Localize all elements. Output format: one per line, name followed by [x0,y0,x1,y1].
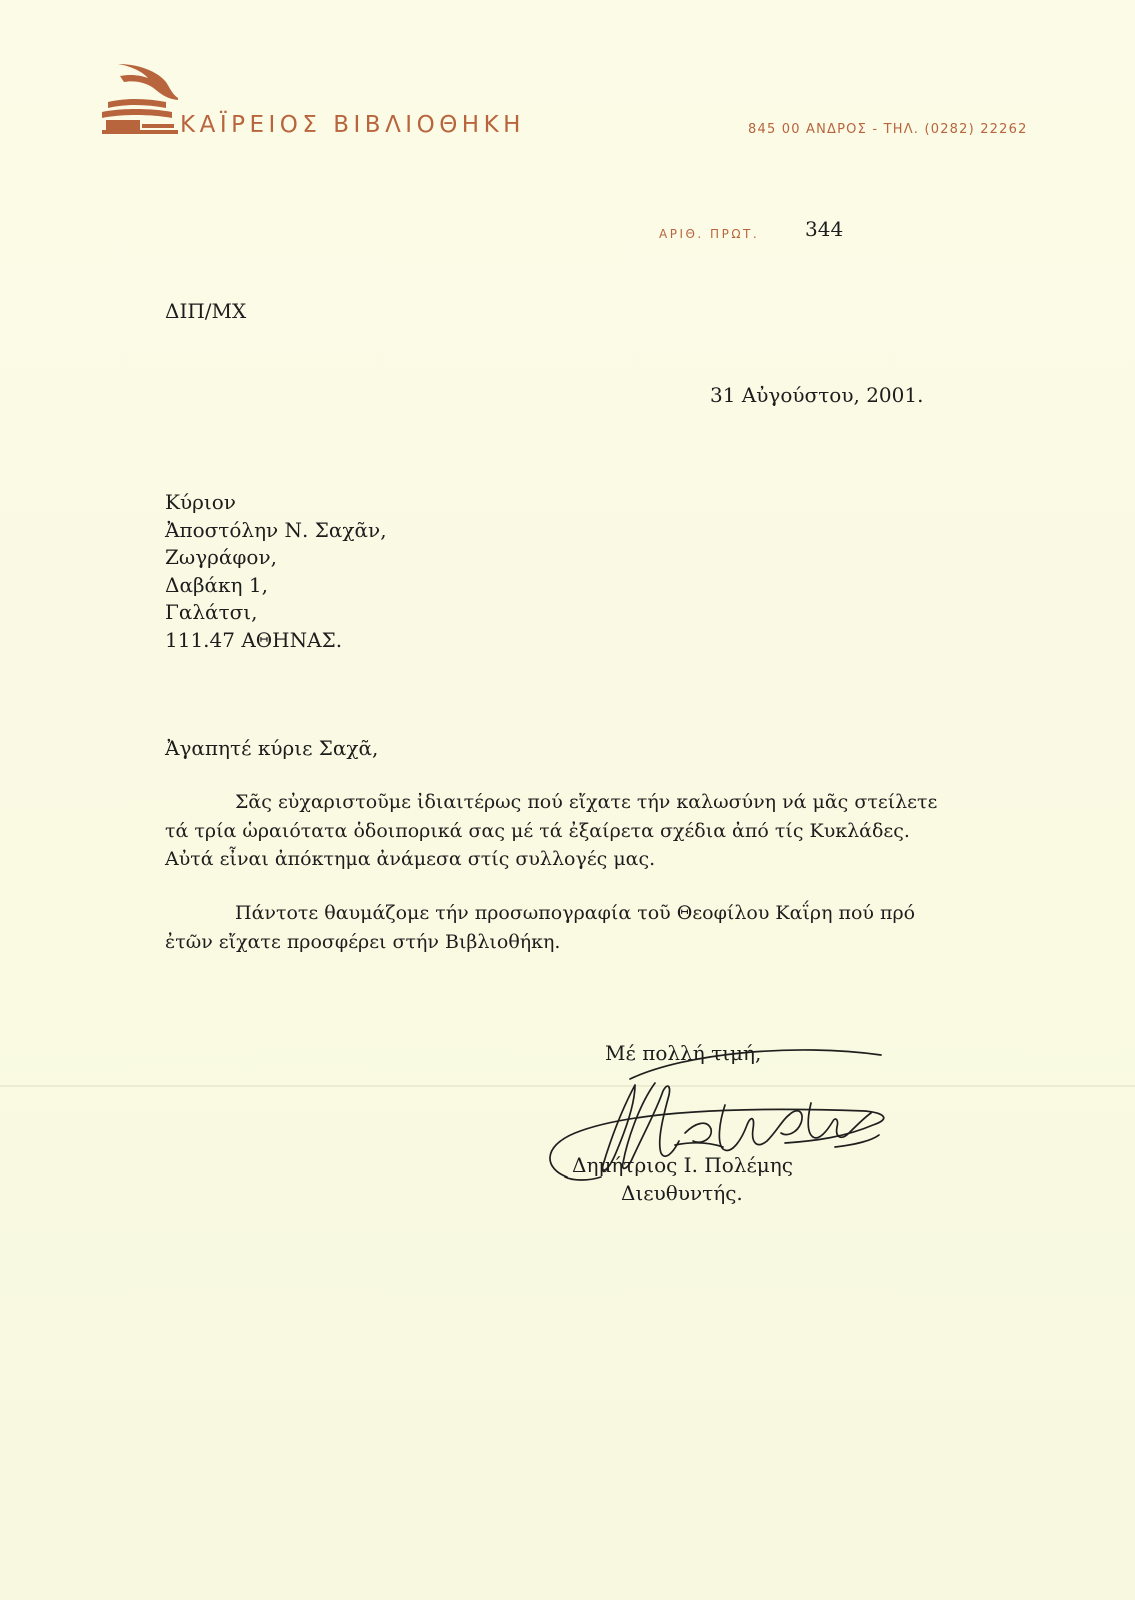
body-line: ἐτῶν εἴχατε προσφέρει στήν Βιβλιοθήκη. [165,930,561,953]
letter-date: 31 Αὐγούστου, 2001. [710,383,924,407]
protocol-number-label: ΑΡΙΘ. ΠΡΩΤ. [659,227,760,241]
signatory-title: Διευθυντής. [621,1181,743,1205]
closing: Μέ πολλή τιμή, [605,1041,762,1065]
salutation: Ἀγαπητέ κύριε Σαχᾶ, [165,736,379,760]
recipient-line: Ἀποστόλην Ν. Σαχᾶν, [165,517,387,542]
institution-name: ΚΑΪΡΕΙΟΣ ΒΙΒΛΙΟΘΗΚΗ [180,112,525,138]
body-paragraph-1 [165,788,937,874]
recipient-line: Γαλάτσι, [165,600,258,624]
body-line: τά τρία ὡραιότατα ὁδοιπορικά σας μέ τά ἐξαίρετα σχέδια ἀπό τίς Κυκλάδες. [165,819,910,842]
protocol-number: 344 [805,217,844,241]
body-line: Αὐτά εἶναι ἀπόκτημα ἀνάμεσα στίς συλλογές μας. [165,848,656,870]
library-logo-icon [100,62,182,138]
body-line: Πάντοτε θαυμάζομε τήν προσωπογραφία τοῦ Θεοφίλου Καΐρη πού πρό [235,902,916,924]
recipient-line: Ζωγράφον, [165,545,277,569]
signatory-name: Δημήτριος Ι. Πολέμης [572,1153,793,1177]
institution-address: 845 00 ΑΝΔΡΟΣ - ΤΗΛ. (0282) 22262 [748,122,1028,137]
recipient-line: Δαβάκη 1, [165,572,268,597]
body-line: Σᾶς εὐχαριστοῦμε ἰδιαιτέρως πού εἴχατε τήν καλωσύνη νά μᾶς στείλετε [235,791,938,813]
recipient-address [165,489,387,654]
reference-initials: ΔΙΠ/ΜΧ [165,299,247,323]
body-paragraph-2 [165,899,915,956]
recipient-line: 111.47 ΑΘΗΝΑΣ. [165,627,343,652]
recipient-line: Κύριον [165,490,236,514]
